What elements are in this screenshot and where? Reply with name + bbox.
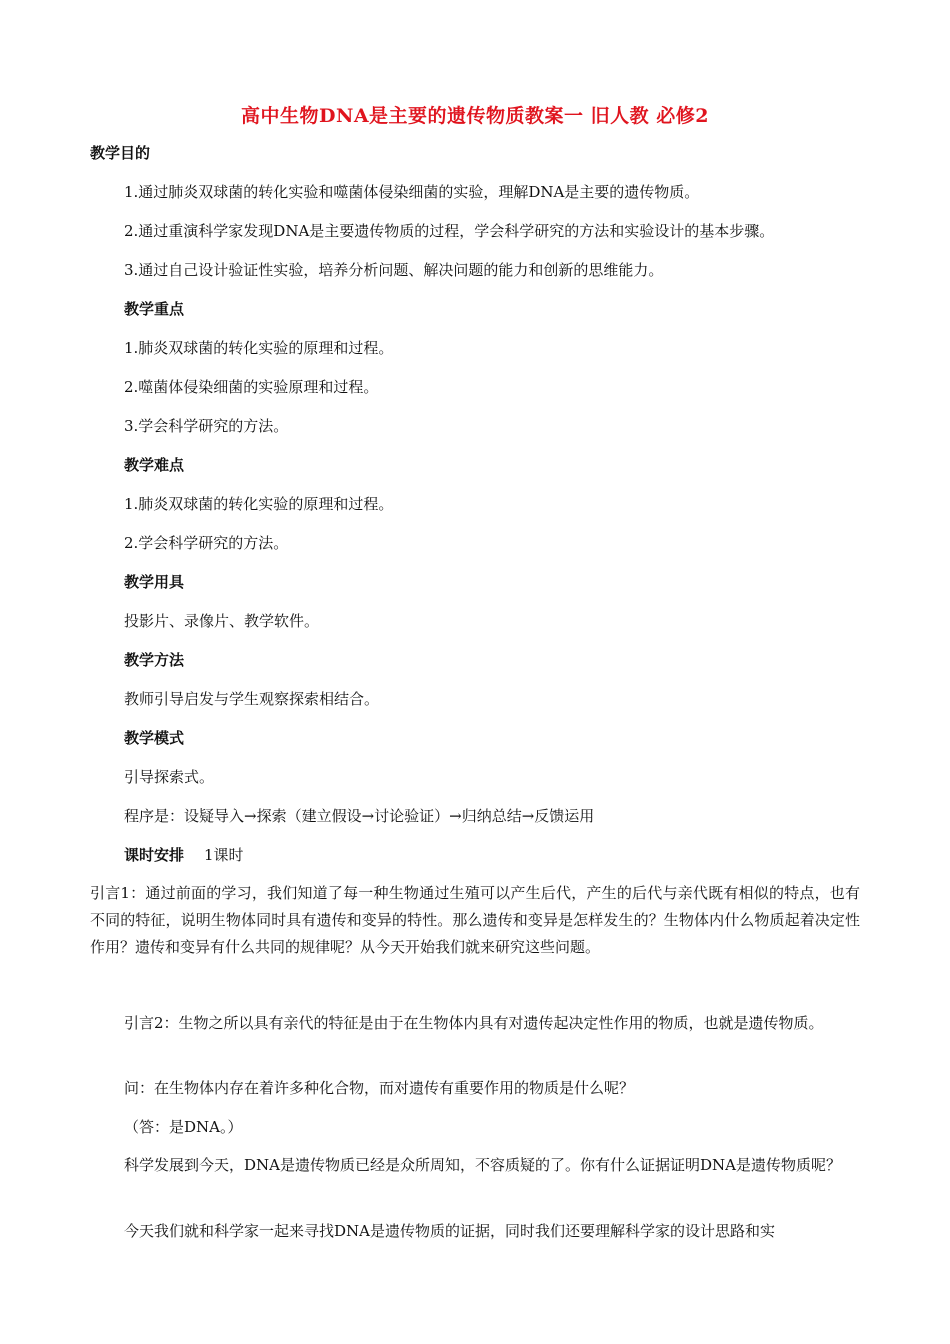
intro1-paragraph: 引言1：通过前面的学习，我们知道了每一种生物通过生殖可以产生后代，产生的后代与亲代既有相似的特点，也有不同的特征，说明生物体同时具有遗传和变异的特性。那么遗传和变异是怎样发生的？生物体内什么物质起着决定性作用？遗传和变异有什么共同的规律呢？从今天开始我们就来研究这些问题。 xyxy=(90,884,860,956)
difficult-point-item: 1.肺炎双球菌的转化实验的原理和过程。 xyxy=(124,495,394,513)
schedule-line xyxy=(124,845,244,865)
key-points-heading: 教学重点 xyxy=(124,300,185,318)
key-point-item: 1.肺炎双球菌的转化实验的原理和过程。 xyxy=(124,339,394,357)
goal-item: 3.通过自己设计验证性实验，培养分析问题、解决问题的能力和创新的思维能力。 xyxy=(124,261,664,279)
intro2-paragraph: 引言2：生物之所以具有亲代的特征是由于在生物体内具有对遗传起决定性作用的物质，也就是遗传物质。 xyxy=(124,1014,824,1032)
difficult-points-heading: 教学难点 xyxy=(124,456,185,474)
method-text: 教师引导启发与学生观察探索相结合。 xyxy=(124,690,380,708)
tools-text: 投影片、录像片、教学软件。 xyxy=(124,612,320,630)
today-paragraph: 今天我们就和科学家一起来寻找DNA是遗传物质的证据，同时我们还要理解科学家的设计思路和实 xyxy=(124,1222,775,1240)
science-paragraph: 科学发展到今天，DNA是遗传物质已经是众所周知，不容质疑的了。你有什么证据证明DNA是遗传物质呢？ xyxy=(124,1156,841,1174)
method-heading: 教学方法 xyxy=(124,651,185,669)
procedure-text: 程序是：设疑导入→探索（建立假设→讨论验证）→归纳总结→反馈运用 xyxy=(124,807,595,825)
goals-heading: 教学目的 xyxy=(90,144,151,162)
key-point-item: 3.学会科学研究的方法。 xyxy=(124,417,289,435)
question-text: 问：在生物体内存在着许多种化合物，而对遗传有重要作用的物质是什么呢？ xyxy=(124,1079,635,1097)
goal-item: 1.通过肺炎双球菌的转化实验和噬菌体侵染细菌的实验，理解DNA是主要的遗传物质。 xyxy=(124,183,700,201)
goal-item: 2.通过重演科学家发现DNA是主要遗传物质的过程，学会科学研究的方法和实验设计的基本步骤。 xyxy=(124,222,775,240)
key-point-item: 2.噬菌体侵染细菌的实验原理和过程。 xyxy=(124,378,379,396)
mode-heading: 教学模式 xyxy=(124,729,185,747)
difficult-point-item: 2.学会科学研究的方法。 xyxy=(124,534,289,552)
schedule-heading: 课时安排 xyxy=(124,846,185,864)
schedule-value: 1课时 xyxy=(204,846,244,864)
tools-heading: 教学用具 xyxy=(124,573,185,591)
mode-text: 引导探索式。 xyxy=(124,768,215,786)
document-title: 高中生物DNA是主要的遗传物质教案一 旧人教 必修2 xyxy=(240,105,710,127)
answer-text: （答：是DNA。） xyxy=(124,1118,243,1136)
